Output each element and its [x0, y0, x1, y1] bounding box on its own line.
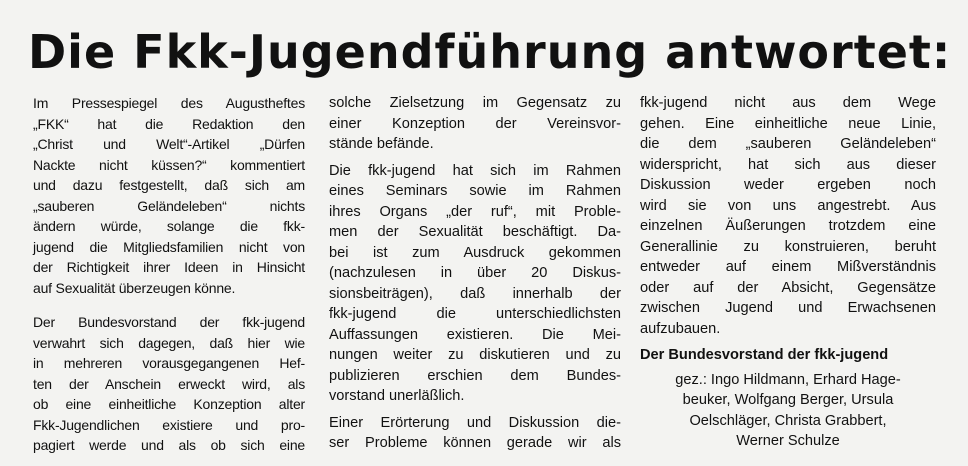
signature-heading: Der Bundesvorstand der fkk-jugend	[640, 347, 889, 363]
text-line: gehen. Eine einheitliche neue Linie,	[640, 115, 936, 132]
text-line: in mehreren vorausgegangenen Hef-	[33, 355, 305, 371]
paragraph	[329, 93, 621, 155]
text-line: Fkk-Jugendlichen existiere und pro-	[33, 416, 305, 433]
headline: Die Fkk-Jugendführung antwortet:	[28, 25, 952, 79]
text-line: jugend die Mitgliedsfamilien nicht von	[33, 238, 305, 255]
text-line: publizieren erschien dem Bundes-	[329, 367, 621, 384]
text-line: Diskussion weder ergeben noch	[640, 177, 936, 193]
text-line: und dazu festgestellt, daß sich am	[33, 177, 305, 193]
text-line: „Christ und Welt“-Artikel „Dürfen	[33, 136, 305, 152]
paragraph	[33, 93, 305, 298]
paragraph	[640, 93, 936, 339]
text-line: der Richtigkeit ihrer Ideen in Hinsicht	[33, 259, 305, 275]
text-line: „sauberen Geländeleben“ nichts	[33, 197, 305, 214]
text-line: stände befände.	[329, 136, 434, 152]
text-line: ten der Anschein erweckt wird, als	[33, 375, 305, 392]
signatory-line: beuker, Wolfgang Berger, Ursula	[682, 392, 894, 408]
signatories	[640, 370, 936, 452]
text-line: ihres Organs „der ruf“, mit Proble-	[329, 203, 621, 220]
text-line: (nachzulesen in über 20 Diskus-	[329, 265, 621, 281]
text-line: ser Probleme können gerade wir als	[329, 435, 621, 451]
text-line: ob eine einheitliche Konzeption alter	[33, 396, 305, 412]
signatory-line: Oelschläger, Christa Grabbert,	[689, 412, 887, 429]
text-line: fkk-jugend die unterschiedlichsten	[329, 306, 621, 322]
text-line: eines Seminars sowie im Rahmen	[329, 183, 621, 199]
text-line: oder auf der Absicht, Gegensätze	[640, 279, 936, 296]
text-line: einer Konzeption der Vereinsvor-	[329, 115, 621, 132]
text-line: widerspricht, hat sich aus dieser	[640, 156, 936, 173]
text-line: aufzubauen.	[640, 320, 721, 337]
column-1	[33, 93, 305, 462]
column-2	[329, 93, 621, 460]
text-line: nungen weiter zu diskutieren und zu	[329, 347, 621, 363]
text-line: Nackte nicht küssen?“ kommentiert	[33, 156, 305, 173]
text-line: solche Zielsetzung im Gegensatz zu	[329, 95, 621, 111]
text-line: verwahrt sich dagegen, daß hier wie	[33, 334, 305, 351]
signatory-line: Werner Schulze	[736, 433, 840, 449]
text-line: Auffassungen existieren. Die Mei-	[329, 326, 621, 343]
text-line: Die fkk-jugend hat sich im Rahmen	[329, 162, 621, 179]
text-line: „FKK“ hat die Redaktion den	[33, 115, 305, 132]
text-line: bei ist zum Ausdruck gekommen	[329, 244, 621, 261]
text-line: wird sie von uns angestrebt. Aus	[640, 197, 936, 214]
text-line: vorstand unerläßlich.	[329, 388, 465, 404]
paragraph	[329, 413, 621, 454]
text-line: Im Pressespiegel des Augustheftes	[33, 95, 305, 111]
paragraph	[33, 312, 305, 456]
text-line: Einer Erörterung und Diskussion die-	[329, 414, 621, 431]
text-line: pagiert werde und als ob sich eine	[33, 437, 305, 453]
text-line: auf Sexualität überzeugen könne.	[33, 279, 236, 296]
paragraph	[329, 161, 621, 407]
text-line: zwischen Jugend und Erwachsenen	[640, 300, 936, 316]
text-line: sionsbeiträgen), daß innerhalb der	[329, 285, 621, 302]
text-line: einzelnen Äußerungen trotzdem eine	[640, 218, 936, 234]
text-line: die dem „sauberen Geländeleben“	[640, 136, 936, 152]
text-line: ändern würde, solange die fkk-	[33, 218, 305, 234]
text-line: entweder auf einem Mißverständnis	[640, 259, 936, 275]
column-3	[640, 93, 936, 452]
text-line: men der Sexualität beschäftigt. Da-	[329, 224, 621, 240]
signatory-line: gez.: Ingo Hildmann, Erhard Hage-	[675, 371, 901, 388]
text-line: Der Bundesvorstand der fkk-jugend	[33, 314, 305, 330]
text-line: fkk-jugend nicht aus dem Wege	[640, 95, 936, 111]
text-line: Generallinie zu konstruieren, beruht	[640, 238, 936, 255]
